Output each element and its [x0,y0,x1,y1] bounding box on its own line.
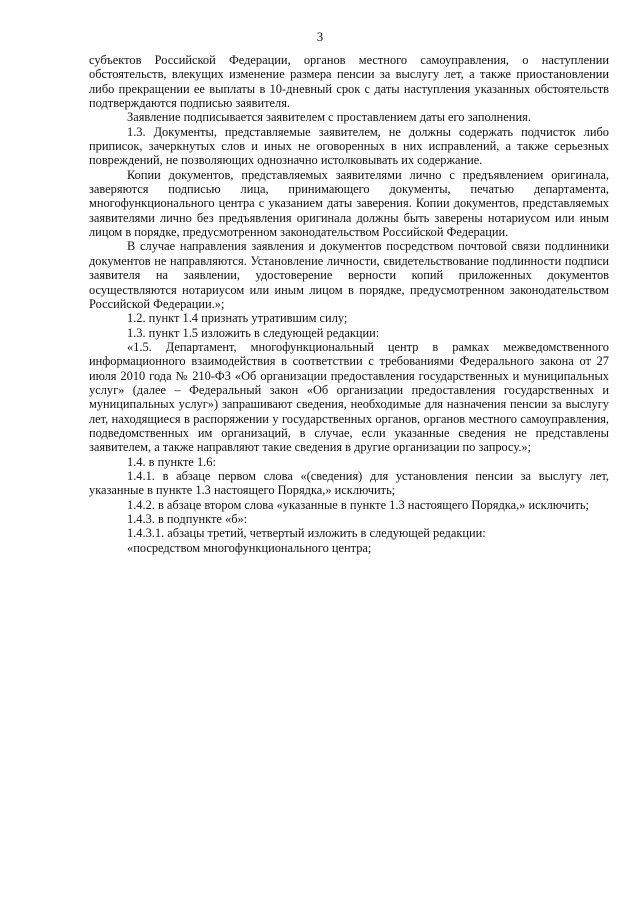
page-number: 3 [316,30,324,44]
paragraph-1-4: 1.4. в пункте 1.6: [127,454,216,469]
paragraph-1-4-3-1: 1.4.3.1. абзацы третий, четвертый изложить в следующей редакции: [127,526,486,541]
paragraph-copies: Копии документов, представляемых заявителями лично с предъявлением оригинала, заверяются подписью лица, принимающего документы, печатью департамента, многофункционального центра с указанием даты заверения. Копии документов, представляемых заявителями лично без предъявления оригинала должны быть заверены нотариусом или иным лицом в порядке, предусмотренном законодательством Российской Федерации. [89,167,609,240]
paragraph-1-3-intro: 1.3. пункт 1.5 изложить в следующей редакции: [127,325,380,340]
paragraph-signature-note: Заявление подписывается заявителем с проставлением даты его заполнения. [127,110,531,125]
paragraph-mfc: «посредством многофункционального центра; [127,540,372,555]
paragraph-1-4-3: 1.4.3. в подпункте «б»: [127,512,248,526]
paragraph-1-4-2: 1.4.2. в абзаце втором слова «указанные в пункте 1.3 настоящего Порядка,» исключить; [127,497,589,512]
paragraph-1-5: «1.5. Департамент, многофункциональный центр в рамках межведомственного информационного взаимодействия в соответствии с требованиями Федерального закона от 27 июля 2010 года № 210-ФЗ «Об организации предоставления государственных и муниципальных услуг» (далее – Федеральный закон «Об организации предоставления государственных и муниципальных услуг») запрашивают сведения, необходимые для назначения пенсии за выслугу лет, находящиеся в распоряжении у государственных органов, органов местного самоуправления, подведомственных им организаций, в случае, если указанные сведения не представлены заявителем, а также направляют такие сведения в другие организации по запросу.»; [89,339,609,455]
paragraph-1-2: 1.2. пункт 1.4 признать утратившим силу; [127,311,348,326]
document-body [89,53,609,555]
paragraph-continuation: субъектов Российской Федерации, органов местного самоуправления, о наступлении обстоятельств, влекущих изменение размера пенсии за выслугу лет, а также приостановлении либо прекращении ее выплаты в 10-дневный срок с даты наступления указанных обстоятельств подтверждаются подписью заявителя. [89,53,609,111]
paragraph-1-3: 1.3. Документы, представляемые заявителем, не должны содержать подчисток либо приписок, зачеркнутых слов и иных не оговоренных в них исправлений, а также серьезных повреждений, не позволяющих однозначно истолковывать их содержание. [89,124,609,168]
paragraph-postal: В случае направления заявления и документов посредством почтовой связи подлинники документов не направляются. Установление личности, свидетельствование подлинности подписи заявителя на заявлении, удостоверение верности копий приложенных документов осуществляются нотариусом или иным лицом в порядке, предусмотренном законодательством Российской Федерации.»; [89,239,609,311]
paragraph-1-4-1: 1.4.1. в абзаце первом слова «(сведения) для установления пенсии за выслугу лет, указанные в пункте 1.3 настоящего Порядка,» исключить; [89,468,609,498]
